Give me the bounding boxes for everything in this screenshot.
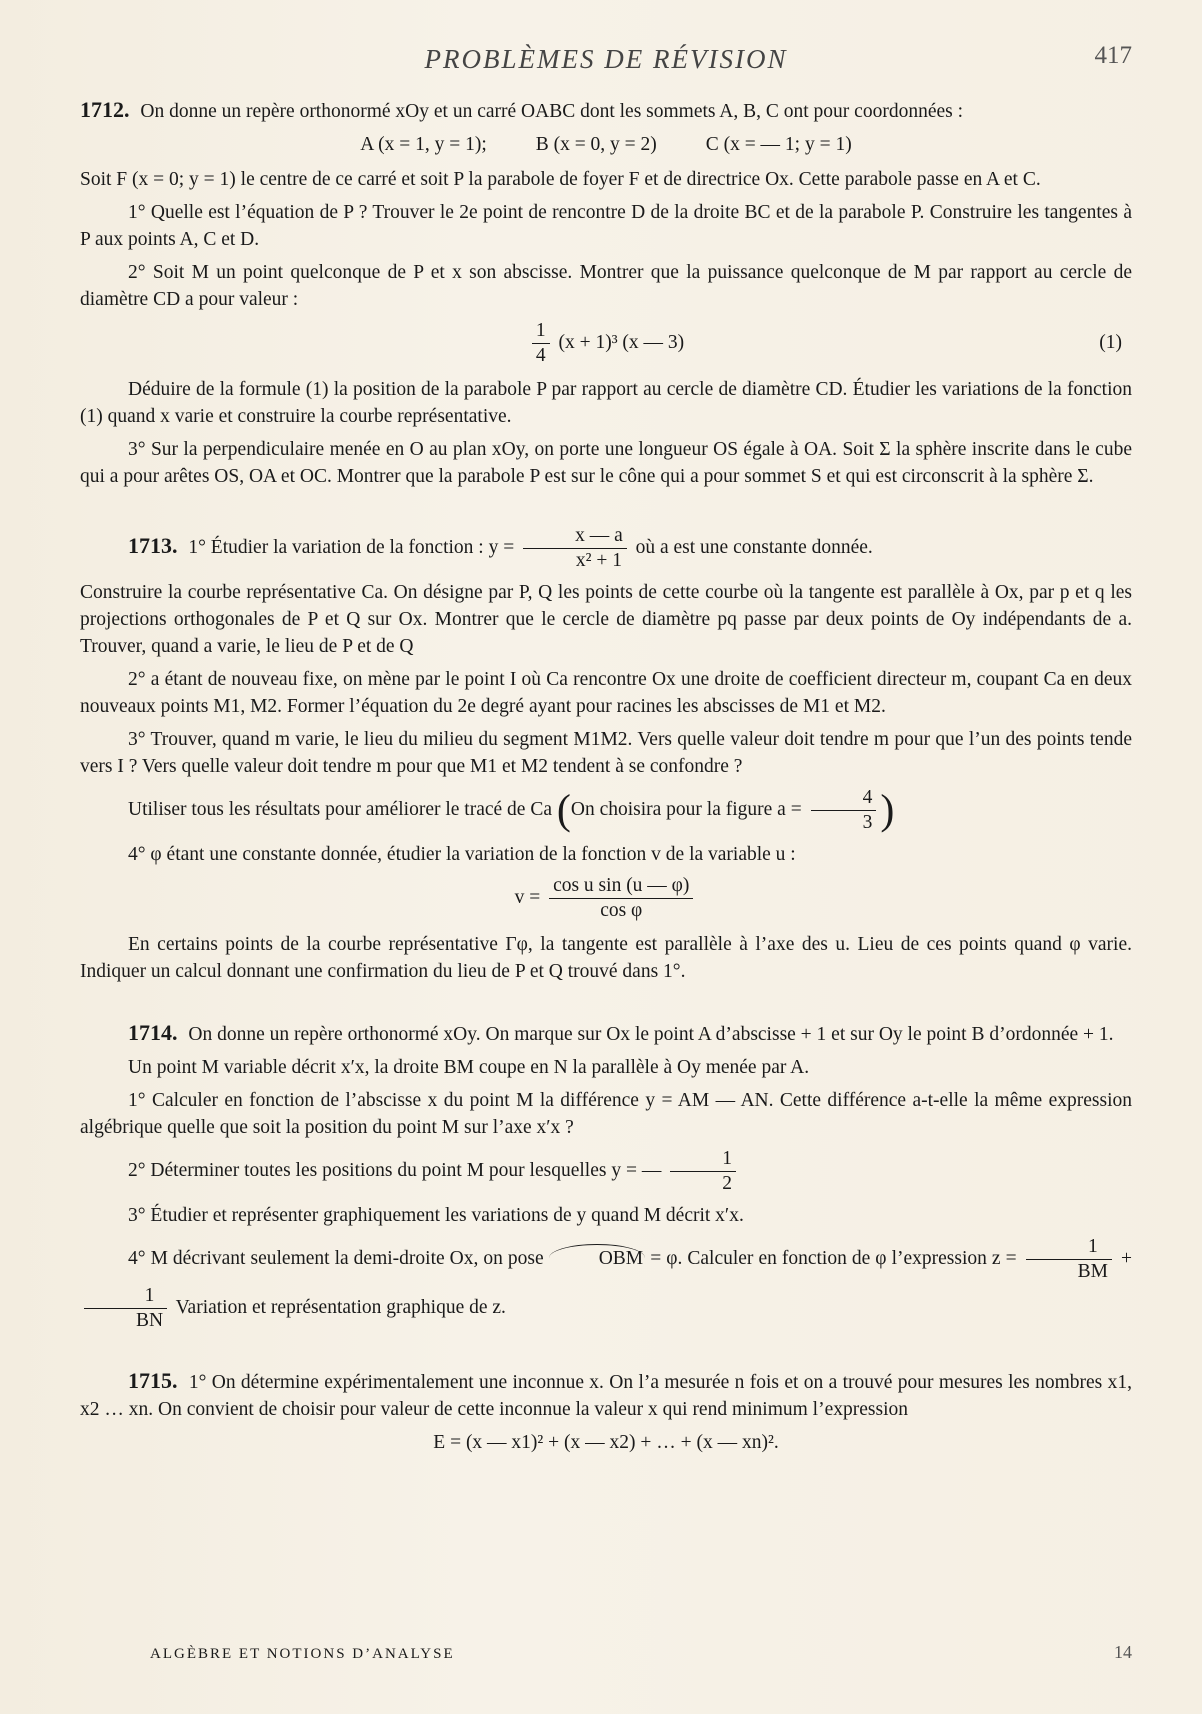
problem-1713 [80, 524, 1132, 985]
question-4 [80, 1235, 1132, 1333]
question-text-mid: = φ. Calculer en fonction de φ l’expression z = [650, 1247, 1017, 1269]
fraction [549, 874, 693, 923]
right-paren: ) [880, 787, 895, 834]
question-text: 1° Étudier la variation de la fonction : [188, 536, 484, 558]
problem-number: 1712. [80, 97, 130, 122]
fraction-numerator: 1 [532, 319, 550, 344]
problem-intro-text: On donne un repère orthonormé xOy et un carré OABC dont les sommets A, B, C ont pour coordonnées : [140, 101, 964, 122]
coordinates-line [80, 131, 1132, 158]
fraction-denominator: x² + 1 [575, 550, 622, 571]
fraction-denominator: BM [1077, 1261, 1108, 1282]
question-2: 2° a étant de nouveau fixe, on mène par le point I où Ca rencontre Ox une droite de coefficient directeur m, coupant Ca en deux nouveaux points M1, M2. Former l’équation du 2e degré ayant pour racines les abscisses de M1 et M2. [80, 669, 1132, 717]
question-1: 1° Calculer en fonction de l’abscisse x du point M la différence y = AM — AN. Cette différence a-t-elle la même expression algébrique quelle que soit la position du point M sur l’axe x′x ? [80, 1090, 1132, 1138]
page-content [80, 96, 1132, 1464]
equation-v [80, 874, 1132, 923]
page-footer [150, 1642, 1132, 1672]
paragraph: Soit F (x = 0; y = 1) le centre de ce carré et soit P la parabole de foyer F et de directrice Ox. Cette parabole passe en A et C. [80, 169, 1041, 190]
equation-lhs: v = [514, 886, 541, 908]
problem-1712-intro [80, 96, 1132, 125]
problem-1712 [80, 96, 1132, 490]
question-text-after: où a est une constante donnée. [635, 536, 873, 558]
question-1-continued: Construire la courbe représentative Ca. On désigne par P, Q les points de cette courbe où la tangente est parallèle à Ox, par p et q les projections orthogonales de P et Q sur Ox. Montrer que le cercle de diamètre pq passe par deux points de Oy indépendants de a. Trouver, quand a varie, le lieu de P et de Q [80, 582, 1132, 657]
fraction [523, 524, 627, 573]
problem-number: 1714. [128, 1020, 178, 1045]
question-2-continued: Déduire de la formule (1) la position de la parabole P par rapport au cercle de diamètre CD. Étudier les variations de la fonction (1) quand x varie et construire la courbe représentative. [80, 379, 1132, 427]
fraction-numerator: 1 [84, 1284, 167, 1309]
question-3: 3° Étudier et représenter graphiquement les variations de y quand M décrit x′x. [128, 1205, 744, 1226]
problem-1715 [80, 1367, 1132, 1456]
question-2 [80, 1147, 1132, 1196]
fraction-denominator: BN [136, 1310, 164, 1331]
fraction [1026, 1235, 1112, 1284]
question-text: 1° On détermine expérimentalement une inconnue x. On l’a mesurée n fois et on a trouvé pour mesures les nombres x1, x2 … xn. On convient de choisir pour valeur de cette inconnue la valeur x qui rend minimum l’expression [80, 1372, 1132, 1420]
fraction [84, 1284, 167, 1333]
fraction-denominator: cos φ [600, 900, 643, 921]
question-2: 2° Soit M un point quelconque de P et x son abscisse. Montrer que la puissance quelconque de M par rapport au cercle de diamètre CD a pour valeur : [80, 262, 1132, 310]
problem-1714-intro [80, 1019, 1132, 1048]
running-title: PROBLÈMES DE RÉVISION [424, 44, 788, 74]
fraction-numerator: 1 [670, 1147, 736, 1172]
coordinate-c: C (x = — 1; y = 1) [705, 134, 852, 155]
fraction [532, 319, 550, 368]
problem-number: 1715. [128, 1368, 178, 1393]
question-3: 3° Trouver, quand m varie, le lieu du milieu du segment M1M2. Vers quelle valeur doit tendre m pour que l’un des points tende vers I ? Vers quelle valeur doit tendre m pour que M1 et M2 tendent à se confondre ? [80, 729, 1132, 777]
question-text: 4° M décrivant seulement la demi-droite Ox, on pose [128, 1247, 544, 1269]
question-4: 4° φ étant une constante donnée, étudier la variation de la fonction v de la variable u : [128, 844, 796, 865]
equation-e: E = (x — x1)² + (x — x2) + … + (x — xn)². [433, 1432, 779, 1453]
usage-paren-text: On choisira pour la figure a = [570, 798, 802, 820]
page-number: 417 [1094, 42, 1132, 69]
question-text-end: Variation et représentation graphique de z. [175, 1296, 506, 1318]
fraction-numerator: 1 [1026, 1235, 1112, 1260]
fraction-numerator: cos u sin (u — φ) [549, 874, 693, 899]
fraction-numerator: x — a [523, 524, 627, 549]
fraction-denominator: 4 [535, 345, 546, 366]
question-1: 1° Quelle est l’équation de P ? Trouver le 2e point de rencontre D de la droite BC et de la parabole P. Construire les tangentes à P aux points A, C et D. [80, 202, 1132, 250]
coordinate-a: A (x = 1, y = 1); [360, 134, 487, 155]
equation-tag: (1) [1099, 332, 1122, 353]
question-1 [80, 524, 1132, 573]
question-3: 3° Sur la perpendiculaire menée en O au plan xOy, on porte une longueur OS égale à OA. Soit Σ la sphère inscrite dans le cube qui a pour arêtes OS, OA et OC. Montrer que la parabole P est sur le cône qui a pour sommet S et qui est circonscrit à la sphère Σ. [80, 439, 1132, 487]
plus-sign: + [1121, 1247, 1133, 1269]
coordinate-b: B (x = 0, y = 2) [535, 134, 657, 155]
left-paren: ( [556, 787, 571, 834]
usage-text: Utiliser tous les résultats pour améliorer le tracé de Ca [128, 798, 552, 820]
fraction [670, 1147, 736, 1196]
paragraph: Un point M variable décrit x′x, la droite BM coupe en N la parallèle à Oy menée par A. [128, 1057, 810, 1078]
question-text: 2° Déterminer toutes les positions du point M pour lesquelles y = — [128, 1159, 662, 1181]
problem-intro-text: On donne un repère orthonormé xOy. On marque sur Ox le point A d’abscisse + 1 et sur Oy le point B d’ordonnée + 1. [188, 1024, 1114, 1045]
usage-note [80, 786, 1132, 835]
running-header [80, 40, 1132, 80]
fraction [811, 786, 877, 835]
question-4-continued: En certains points de la courbe représentative Γφ, la tangente est parallèle à l’axe des u. Lieu de ces points quand φ varie. Indiquer un calcul donnant une confirmation du lieu de P et Q trouvé dans 1°. [80, 934, 1132, 982]
signature-mark: 14 [1114, 1642, 1132, 1662]
function-lhs: y = [488, 536, 515, 558]
fraction-denominator: 3 [862, 812, 873, 833]
problem-number: 1713. [128, 532, 178, 558]
equation-expression: (x + 1)³ (x — 3) [558, 331, 685, 353]
footer-book-title: ALGÈBRE ET NOTIONS D’ANALYSE [150, 1646, 455, 1662]
equation-1 [80, 319, 1132, 368]
problem-1714 [80, 1019, 1132, 1333]
question-1 [80, 1367, 1132, 1423]
fraction-denominator: 2 [722, 1173, 732, 1194]
fraction-numerator: 4 [811, 786, 877, 811]
angle-arc: OBM [549, 1244, 645, 1272]
